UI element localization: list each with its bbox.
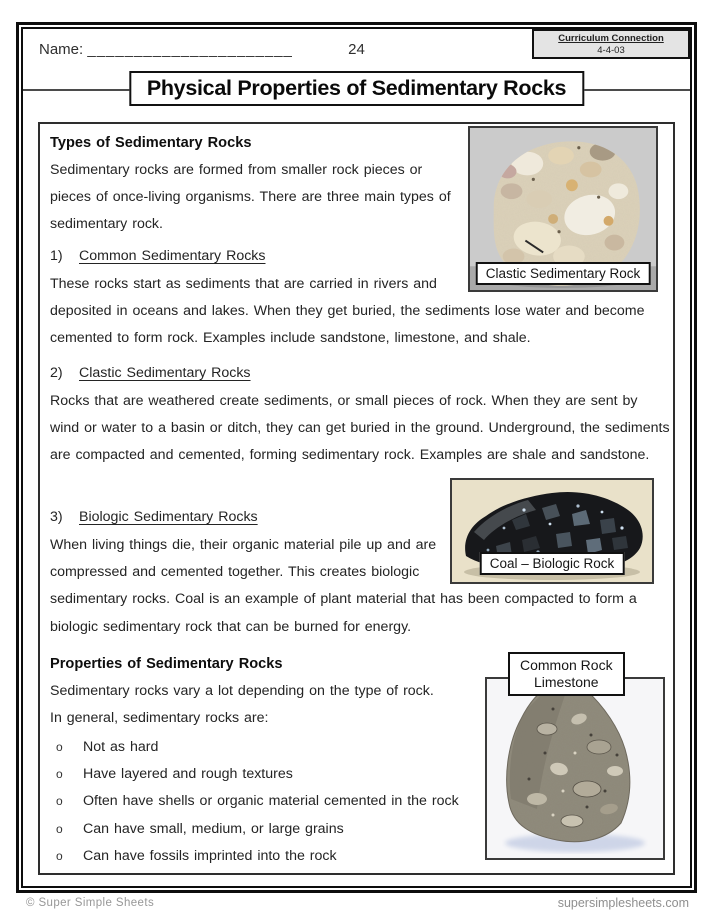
name-blank-line[interactable]: ______________________ bbox=[87, 41, 293, 58]
item-3-title: Biologic Sedimentary Rocks bbox=[79, 509, 258, 525]
list-item bbox=[50, 843, 495, 870]
clastic-rock-caption: Clastic Sedimentary Rock bbox=[476, 262, 651, 285]
item-2-number: 2) bbox=[50, 365, 63, 381]
item-1-heading bbox=[50, 243, 266, 270]
limestone-caption bbox=[508, 652, 625, 696]
footer-copyright: © Super Simple Sheets bbox=[26, 897, 155, 909]
page-title: Physical Properties of Sedimentary Rocks bbox=[129, 71, 584, 106]
item-1-text: These rocks start as sediments that are carried in rivers and deposited in oceans and lakes. When they get buried, the sediments lose water and become cemented to form rock. Examples include sandstone, limestone, and shale. bbox=[50, 276, 645, 347]
types-heading: Types of Sedimentary Rocks bbox=[50, 135, 252, 151]
item-1-title: Common Sedimentary Rocks bbox=[79, 248, 266, 264]
curriculum-connection-title: Curriculum Connection bbox=[558, 33, 664, 44]
limestone-caption-line-1: Common Rock bbox=[520, 657, 613, 673]
footer-website-link[interactable]: supersimplesheets.com bbox=[557, 896, 689, 910]
bullet-text: Can have small, medium, or large grains bbox=[83, 820, 344, 837]
properties-heading: Properties of Sedimentary Rocks bbox=[50, 656, 283, 672]
limestone-caption-line-2: Limestone bbox=[534, 674, 599, 690]
coal-rock-photo bbox=[450, 478, 654, 584]
types-intro: Sedimentary rocks are formed from smaller rock pieces or pieces of once-living organisms. There are three main types of sedimentary rock. bbox=[50, 162, 451, 233]
item-1-number: 1) bbox=[50, 248, 63, 264]
bullet-icon: o bbox=[56, 794, 63, 809]
coal-rock-caption: Coal – Biologic Rock bbox=[480, 552, 625, 575]
clastic-rock-photo bbox=[468, 126, 658, 292]
bullet-text: Often have shells or organic material cemented in the rock bbox=[83, 793, 459, 810]
bullet-text: Have layered and rough textures bbox=[83, 766, 293, 783]
item-2-body bbox=[50, 388, 670, 470]
page-number: 24 bbox=[348, 41, 365, 58]
list-item bbox=[50, 734, 495, 761]
item-3-number: 3) bbox=[50, 509, 63, 525]
curriculum-connection-code: 4-4-03 bbox=[597, 45, 625, 56]
list-item bbox=[50, 816, 495, 843]
bullet-icon: o bbox=[56, 848, 63, 863]
item-3-heading bbox=[50, 504, 258, 531]
item-2-title: Clastic Sedimentary Rocks bbox=[79, 365, 251, 381]
bullet-text: Can have fossils imprinted into the rock bbox=[83, 847, 337, 864]
item-2-text: Rocks that are weathered create sediments, or small pieces of rock. When they are sent by wind or water to a basin or ditch, they can get buried in the ground. Underground, the sediments are compacted and cemented, forming sedimentary rock. Examples are shale and sandstone. bbox=[50, 393, 670, 464]
properties-intro-line-1: Sedimentary rocks vary a lot depending on the type of rock. bbox=[50, 683, 434, 699]
limestone-rock-illustration bbox=[487, 679, 663, 858]
page-outer-border bbox=[16, 22, 697, 893]
bullet-text: Not as hard bbox=[83, 739, 159, 755]
name-field bbox=[39, 41, 293, 58]
curriculum-connection-box bbox=[532, 29, 690, 59]
item-3-text: When living things die, their organic material pile up and are compressed and cemented together. This creates biologic sedimentary rocks. Coal is an example of plant material that has been compacted to form a biologic sedimentary rock that can be burned for energy. bbox=[50, 537, 637, 635]
properties-intro-line-2: In general, sedimentary rocks are: bbox=[50, 710, 269, 726]
list-item bbox=[50, 788, 495, 815]
list-item bbox=[50, 761, 495, 788]
properties-bullet-list bbox=[50, 734, 495, 870]
item-2-heading bbox=[50, 360, 251, 387]
page-inner-border bbox=[21, 27, 692, 888]
bullet-icon: o bbox=[56, 767, 63, 782]
bullet-icon: o bbox=[56, 821, 63, 836]
limestone-rock-photo bbox=[485, 677, 665, 860]
content-box bbox=[38, 122, 675, 875]
name-label: Name: bbox=[39, 41, 84, 58]
bullet-icon: o bbox=[56, 740, 63, 754]
